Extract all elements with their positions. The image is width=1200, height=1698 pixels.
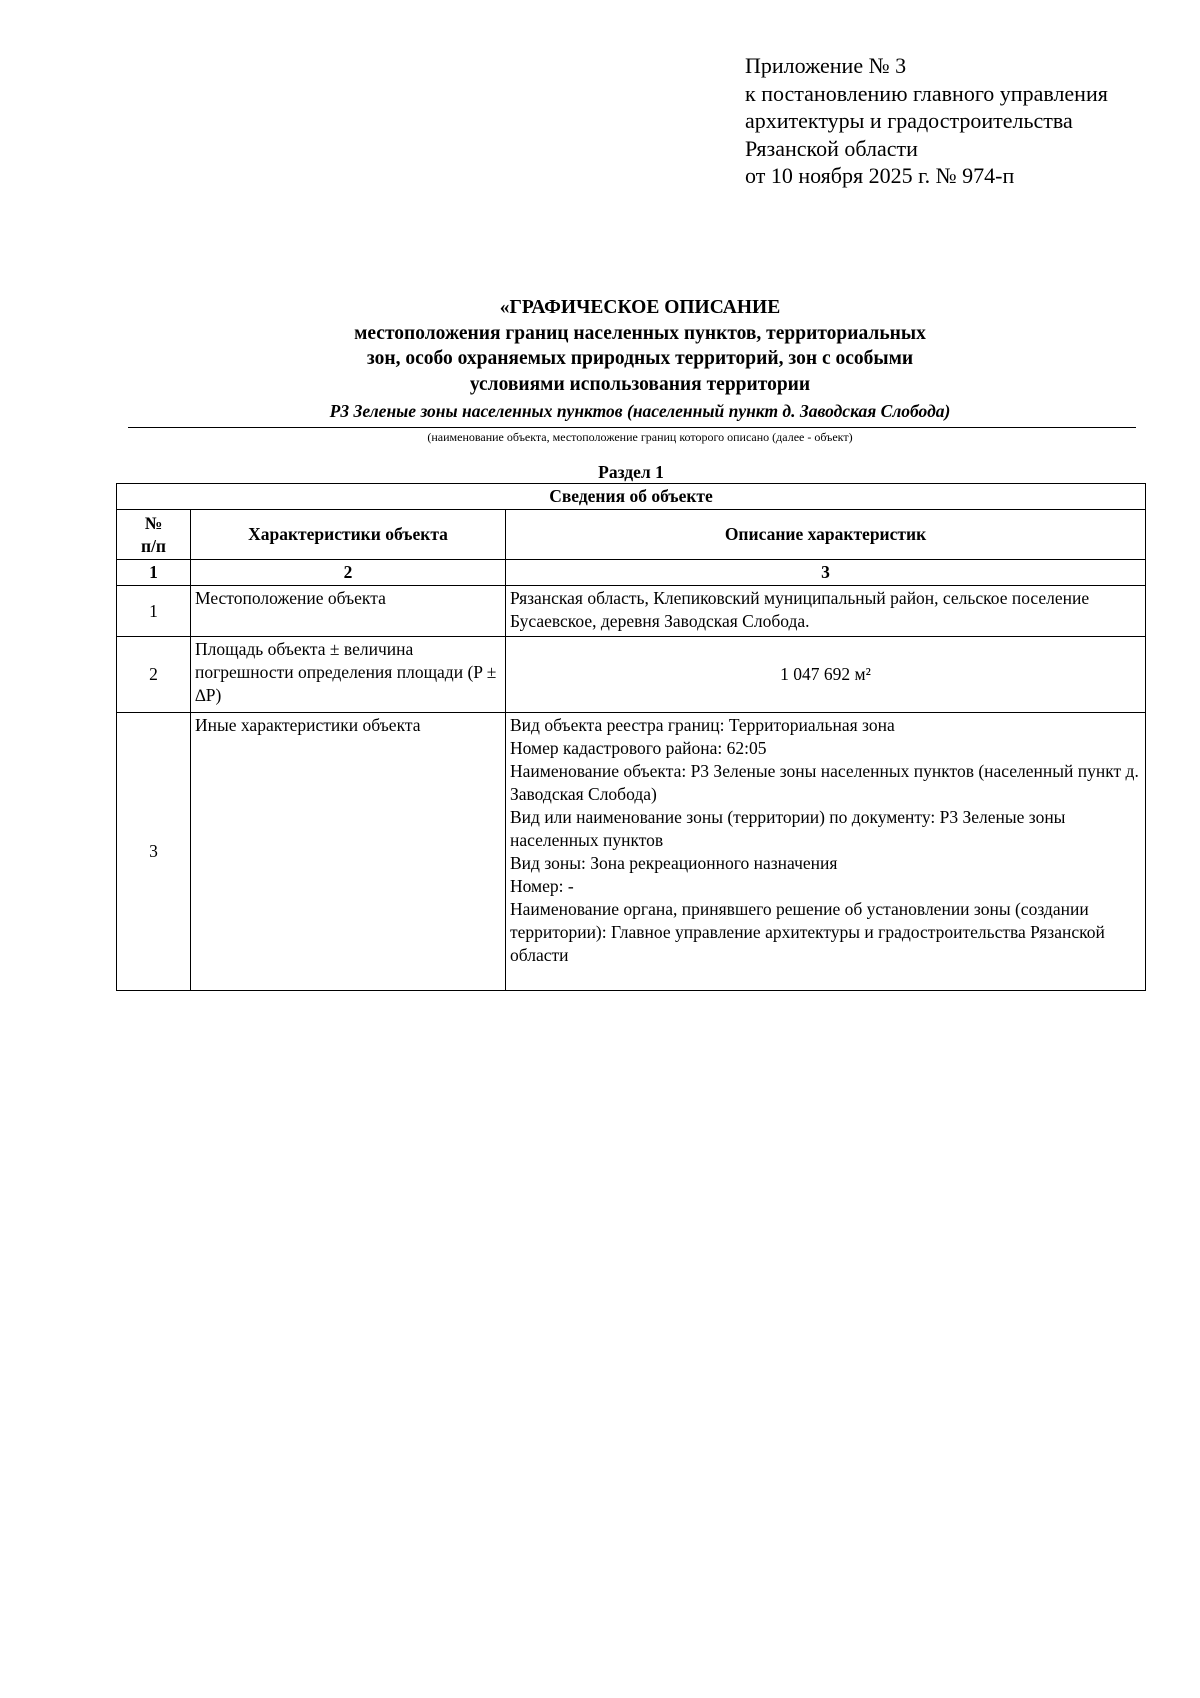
row-description: Рязанская область, Клепиковский муниципальный район, сельское поселение Бусаевское, деревня Заводская Слобода. xyxy=(506,586,1146,637)
document-title xyxy=(120,295,1160,397)
appendix-line: Приложение № 3 xyxy=(745,53,907,78)
section-heading: Раздел 1 xyxy=(598,462,664,482)
appendix-line: к постановлению главного управления xyxy=(745,80,1108,106)
object-name-underline xyxy=(128,427,1136,428)
column-number: 2 xyxy=(191,560,506,586)
header-characteristics: Характеристики объекта xyxy=(191,510,506,560)
header-num xyxy=(117,510,191,560)
table-row xyxy=(117,713,1146,991)
table-title-row xyxy=(117,484,1146,510)
title-line: условиями использования территории xyxy=(469,373,811,395)
row-num: 3 xyxy=(117,713,191,991)
column-numbers-row xyxy=(117,560,1146,586)
table-header-row xyxy=(117,510,1146,560)
header-num-line2: п/п xyxy=(140,535,167,556)
row-description: 1 047 692 м² xyxy=(506,637,1146,713)
column-number: 3 xyxy=(506,560,1146,586)
row-characteristic: Иные характеристики объекта xyxy=(191,713,506,991)
appendix-header xyxy=(745,52,1108,190)
table-row xyxy=(117,637,1146,713)
description-line: Вид объекта реестра границ: Территориальная зона xyxy=(510,715,895,735)
description-line: Наименование органа, принявшего решение об установлении зоны (создании территории): Главное управление архитектуры и градостроительства Рязанской области xyxy=(510,899,1105,965)
title-line: «ГРАФИЧЕСКОЕ ОПИСАНИЕ xyxy=(499,297,781,318)
row-characteristic: Площадь объекта ± величина погрешности определения площади (P ± ∆P) xyxy=(191,637,506,713)
object-caption: (наименование объекта, местоположение границ которого описано (далее - объект) xyxy=(427,430,853,444)
description-line: Номер кадастрового района: 62:05 xyxy=(510,738,767,758)
row-num: 1 xyxy=(117,586,191,637)
description-line: Вид или наименование зоны (территории) по документу: Р3 Зеленые зоны населенных пунктов xyxy=(510,807,1066,850)
description-line: Наименование объекта: Р3 Зеленые зоны населенных пунктов (населенный пункт д. Заводская Слобода) xyxy=(510,761,1139,804)
title-line: местоположения границ населенных пунктов, территориальных xyxy=(354,322,926,344)
appendix-line: архитектуры и градостроительства xyxy=(745,108,1073,133)
row-num: 2 xyxy=(117,637,191,713)
table-title: Сведения об объекте xyxy=(117,484,1146,510)
row-description xyxy=(506,713,1146,991)
table-row xyxy=(117,586,1146,637)
header-description: Описание характеристик xyxy=(506,510,1146,560)
object-info-table xyxy=(116,483,1146,991)
description-line: Вид зоны: Зона рекреационного назначения xyxy=(510,853,838,873)
appendix-line: от 10 ноября 2025 г. № 974-п xyxy=(745,163,1015,188)
column-number: 1 xyxy=(117,560,191,586)
description-line: Номер: - xyxy=(510,876,574,896)
appendix-line: Рязанской области xyxy=(745,135,918,161)
object-name: Р3 Зеленые зоны населенных пунктов (населенный пункт д. Заводская Слобода) xyxy=(329,401,951,421)
row-characteristic: Местоположение объекта xyxy=(191,586,506,637)
title-line: зон, особо охраняемых природных территорий, зон с особыми xyxy=(366,348,914,369)
header-num-line1: № xyxy=(144,512,163,533)
